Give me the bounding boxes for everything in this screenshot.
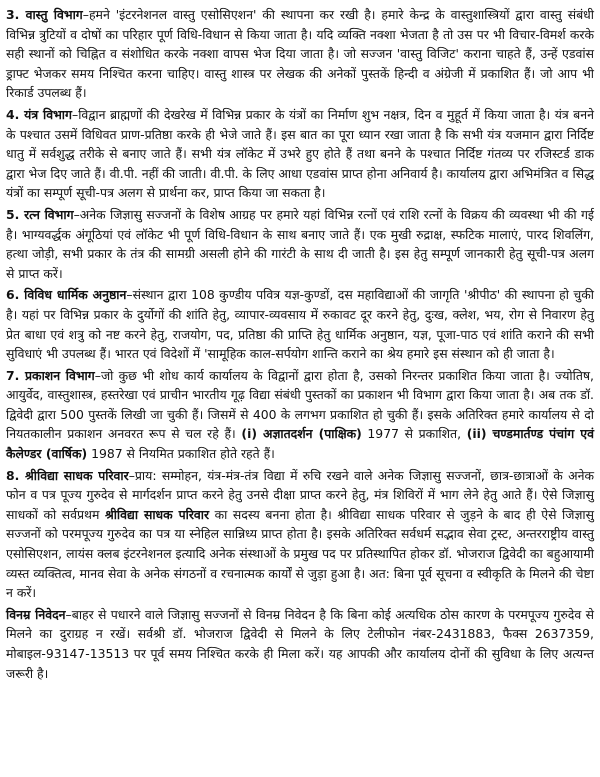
section-text: –हमने 'इंटरनेशनल वास्तु एसोसिएशन' की स्थापना कर रखी है। हमारे केन्द्र के वास्तुशास्त्रियों द्वारा वास्तु संबंधी विभिन्न त्रुटियों व दोषों का परिहार पूर्ण विधि-विधान से किया जाता है। यदि व्यक्ति नक्शा भेजता है तो उस पर भी विचार-विमर्श करके सही स्थानों को चिह्नित व संशोधित करके नक्शा वापस भेज दिया जाता है। जो सज्जन 'वास्तु विजिट' कराना चाहते हैं, उन्हें एडवांस ड्राफ्ट भेजकर समय निश्चित करना चाहिए। वास्तु शास्त्र पर लेखक की अनेकों पुस्तकें हिन्दी व अंग्रेजी में प्रकाशित हैं। जो आप भी रिकार्ड उपलब्ध हैं। [6,7,594,101]
section-heading: 6. विविध धार्मिक अनुष्ठान [6,287,127,303]
section-vastu [6,5,594,103]
section-sadhak-parivar [6,466,594,603]
section-heading: 7. प्रकाशन विभाग [6,367,95,383]
organization-name: श्रीविद्या साधक परिवार [104,506,210,522]
section-yantra [6,105,594,203]
publication-title: (i) अज्ञातदर्शन (पाक्षिक) [241,426,362,442]
section-text: –प्राय: सम्मोहन, यंत्र-मंत्र-तंत्र विद्या में रुचि रखने वाले अनेक जिज्ञासु सज्जनों, छात्र-छात्राओं के अनेक फोन व पत्र पूज्य गुरुदेव से मार्गदर्शन प्राप्त करने हेतु उनसे दीक्षा प्राप्त करने हेतु, मंत्र शिविरों में भाग लेने हेतु आते हैं। ऐसे जिज्ञासु साधकों को सर्वप्रथम [6,467,594,522]
section-text: –संस्थान द्वारा 108 कुण्डीय पवित्र यज्ञ-कुण्डों, दस महाविद्याओं की जागृति 'श्रीपीठ' की स्थापना हो चुकी है। यहां पर विभिन्न प्रकार के दुर्योगों की शांति हेतु, व्यापार-व्यवसाय में रुकावट दूर करने हेतु, दुःख, क्लेश, भय, रोग से निवारण हेतु प्रेत बाधा एवं शत्रु को नष्ट करने हेतु, राजयोग, पद, प्रतिष्ठा की प्राप्ति हेतु धार्मिक अनुष्ठान, यज्ञ, पूजा-पाठ एवं शांति कराने की सभी सुविधाएं भी उपलब्ध हैं। भारत एवं विदेशों में 'सामूहिक काल-सर्पयोग शान्ति कराने का श्रेय हमारे इस संस्थान को ही जाता है। [6,287,594,362]
publication-detail: 1977 से प्रकाशित, [361,426,467,442]
section-heading: 3. वास्तु विभाग [6,7,83,22]
publication-title: (ii) चण्डमार्तण्ड पंचांग एवं कैलेण्डर (वार्षिक) [6,426,594,462]
section-vinamra-nivedan [6,605,594,683]
section-heading: 4. यंत्र विभाग [6,106,72,122]
section-ratna [6,205,594,283]
section-anushthan [6,285,594,363]
section-text: –विद्वान ब्राह्मणों की देखरेख में विभिन्न प्रकार के यंत्रों का निर्माण शुभ नक्षत्र, दिन व मुहूर्त में किया जाता है। यंत्र बनने के पश्चात उसमें विधिवत प्राण-प्रतिष्ठा करके ही भेजे जाते हैं। इस बात का पूरा ध्यान रखा जाता है कि सभी यंत्र यजमान द्वारा निर्दिष्ट धातु में सर्वशुद्ध तरीके से बनाए जाते हैं। सभी यंत्र लॉकेट में उभरे हुए होते हैं तथा बनने के पश्चात निर्दिष्ट गंतव्य पर रजिस्टर्ड डाक द्वारा भेज दिए जाते हैं। वी.पी. नहीं की जाती। वी.पी. के लिए आधा एडवांस प्राप्त होना अनिवार्य है। कार्यालय द्वारा अभिमंत्रित व सिद्ध यंत्रों का सम्पूर्ण सूची-पत्र अलग से प्रार्थना कर, प्राप्त किया जा सकता है। [6,106,594,201]
section-heading: 5. रत्न विभाग [6,206,74,222]
section-heading: 8. श्रीविद्या साधक परिवार [6,467,129,483]
section-heading: विनम्र निवेदन [6,606,66,622]
publication-detail: 1987 से नियमित प्रकाशित होते रहते हैं। [87,446,275,462]
section-text: –बाहर से पधारने वाले जिज्ञासु सज्जनों से विनम्र निवेदन है कि बिना कोई अत्यधिक ठोस कारण के परमपूज्य गुरुदेव से मिलने का दुराग्रह न रखें। सर्वश्री डॉ. भोजराज द्विवेदी से मिलने के लिए टेलीफोन नंबर-2431883, फैक्स 2637359, मोबाइल-93147-13513 पर पूर्व समय निश्चित करके ही मिला करें। यह आपकी और कार्यालय दोनों की सुविधा के लिए अत्यन्त जरूरी है। [6,606,594,681]
section-text: –जो कुछ भी शोध कार्य कार्यालय के विद्वानों द्वारा होता है, उसको निरन्तर प्रकाशित किया जाता है। ज्योतिष, आयुर्वेद, वास्तुशास्त्र, हस्तरेखा एवं प्राचीन भारतीय गूढ़ विद्या संबंधी पुस्तकों का प्रकाशन भी विभाग द्वारा किया जाता है। अब तक डॉ. द्विवेदी द्वारा 500 पुस्तकें लिखी जा चुकी हैं। जिसमें से 400 के लगभग प्रकाशित हो चुकी हैं। इसके अतिरिक्त हमारे कार्यालय से दो नियतकालीन प्रकाशन अनवरत रूप से चल रहे हैं। [6,367,594,442]
section-text: –अनेक जिज्ञासु सज्जनों के विशेष आग्रह पर हमारे यहां विभिन्न रत्नों एवं राशि रत्नों के विक्रय की व्यवस्था भी की गई है। भाग्यवर्द्धक अंगूठियां एवं लॉकेट भी पूर्ण विधि-विधान के साथ बनाए जाते हैं। एक मुखी रुद्राक्ष, स्फटिक मालाएं, पारद शिवलिंग, हत्था जोड़ी, सभी प्रकार के तंत्र की सामग्री असली होने की गारंटी के साथ दी जाती है। इस हेतु सम्पूर्ण जानकारी हेतु सूची-पत्र अलग से प्राप्त करें। [6,206,595,281]
section-prakashan [6,366,594,464]
section-text: का सदस्य बनना होता है। श्रीविद्या साधक परिवार से जुड़ने के बाद ही ऐसे जिज्ञासु सज्जनों को परमपूज्य गुरुदेव का पत्र या स्नेहिल सान्निध्य प्राप्त होता है। इसके अतिरिक्त सर्वधर्म सद्भाव सेवा ट्रस्ट, अन्तरराष्ट्रीय वास्तु एसोसिएशन, लायंस क्लब इंटरनेशनल इत्यादि अनेक संस्थाओं के प्रमुख पद पर प्रतिस्थापित होकर डॉ. भोजराज द्विवेदी का बहुआयामी व्यस्त व्यक्तित्व, मानव सेवा के अनेक संगठनों व रचनात्मक कार्यों से जुड़ा हुआ है। अत: बिना पूर्व सूचना व स्वीकृति के मिलने की चेष्टा न करें। [6,506,594,601]
